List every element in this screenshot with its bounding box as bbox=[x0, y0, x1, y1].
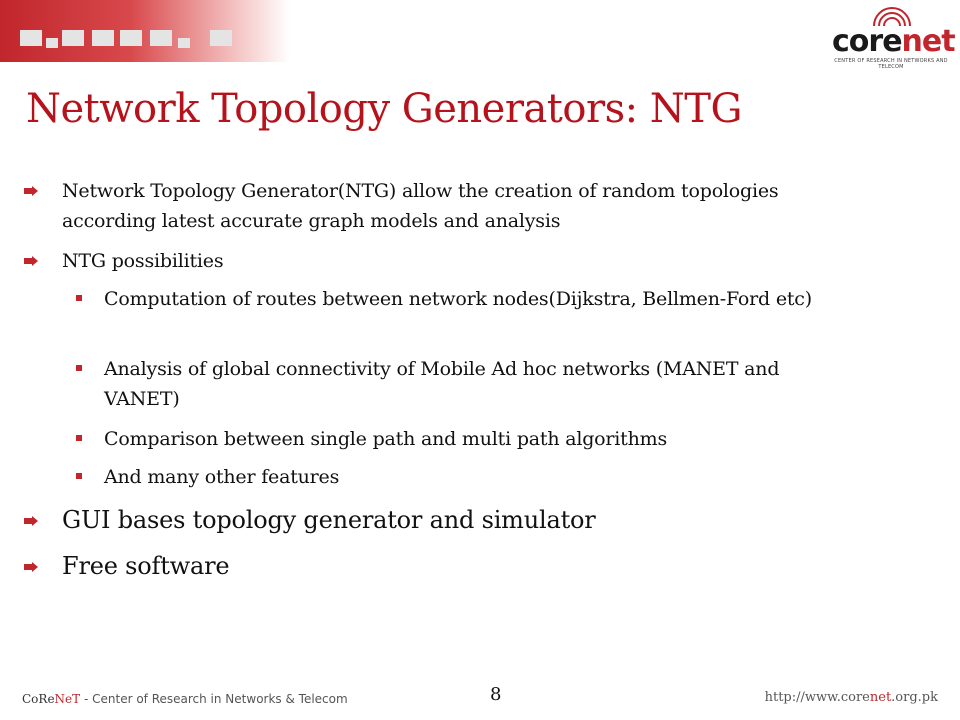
logo-word-core: core bbox=[832, 24, 902, 59]
bullet-item bbox=[62, 246, 822, 276]
header-decoration bbox=[0, 0, 960, 70]
footer-url-part: http://www.core bbox=[764, 690, 870, 705]
arrow-bullet-icon bbox=[24, 186, 38, 196]
logo-tagline: CENTER OF RESEARCH IN NETWORKS AND TELECOM bbox=[834, 58, 948, 70]
footer-url[interactable] bbox=[765, 690, 938, 705]
footer-brand bbox=[22, 692, 80, 706]
bullet-text: And many other features bbox=[104, 466, 340, 488]
header-red-band bbox=[0, 0, 290, 62]
bullet-text: Computation of routes between network nodes(Dijkstra, Bellmen-Ford etc) bbox=[104, 288, 812, 310]
bullet-item bbox=[62, 550, 822, 582]
slide-title: Network Topology Generators: NTG bbox=[26, 86, 742, 132]
square-bullet-icon bbox=[76, 435, 82, 441]
bullet-text: Network Topology Generator(NTG) allow the creation of random topologies according latest accurate graph models and analysis bbox=[62, 180, 779, 232]
deco-square bbox=[62, 30, 84, 46]
corenet-logo bbox=[832, 6, 955, 70]
bullet-item bbox=[62, 504, 822, 536]
deco-square bbox=[92, 30, 114, 46]
footer-brand-net: NeT bbox=[54, 692, 81, 706]
bullet-text: GUI bases topology generator and simulator bbox=[62, 506, 596, 534]
footer-url-highlight: net bbox=[869, 690, 892, 705]
sub-bullet-item bbox=[104, 462, 824, 492]
deco-square bbox=[178, 38, 190, 48]
bullet-item bbox=[62, 176, 822, 236]
square-bullet-icon bbox=[76, 473, 82, 479]
page-number: 8 bbox=[490, 684, 502, 705]
deco-square bbox=[210, 30, 232, 46]
bullet-text: Comparison between single path and multi path algorithms bbox=[104, 428, 668, 450]
square-bullet-icon bbox=[76, 365, 82, 371]
footer-organization bbox=[22, 692, 348, 706]
deco-square bbox=[120, 30, 142, 46]
bullet-text: Analysis of global connectivity of Mobile Ad hoc networks (MANET and VANET) bbox=[104, 358, 780, 410]
square-bullet-icon bbox=[76, 295, 82, 301]
arrow-bullet-icon bbox=[24, 256, 38, 266]
arrow-bullet-icon bbox=[24, 516, 38, 526]
sub-bullet-item bbox=[104, 284, 824, 314]
sub-bullet-item bbox=[104, 424, 824, 454]
deco-square bbox=[20, 30, 42, 46]
bullet-text: NTG possibilities bbox=[62, 250, 224, 272]
sub-bullet-item bbox=[104, 354, 824, 414]
footer-org-name: - Center of Research in Networks & Telecom bbox=[80, 692, 348, 706]
deco-square bbox=[46, 38, 58, 48]
footer-brand-core: CoRe bbox=[22, 692, 55, 706]
logo-wordmark bbox=[832, 24, 955, 59]
deco-square bbox=[150, 30, 172, 46]
bullet-text: Free software bbox=[62, 552, 230, 580]
logo-word-net: net bbox=[901, 24, 955, 59]
footer-url-part: .org.pk bbox=[891, 690, 938, 705]
arrow-bullet-icon bbox=[24, 562, 38, 572]
